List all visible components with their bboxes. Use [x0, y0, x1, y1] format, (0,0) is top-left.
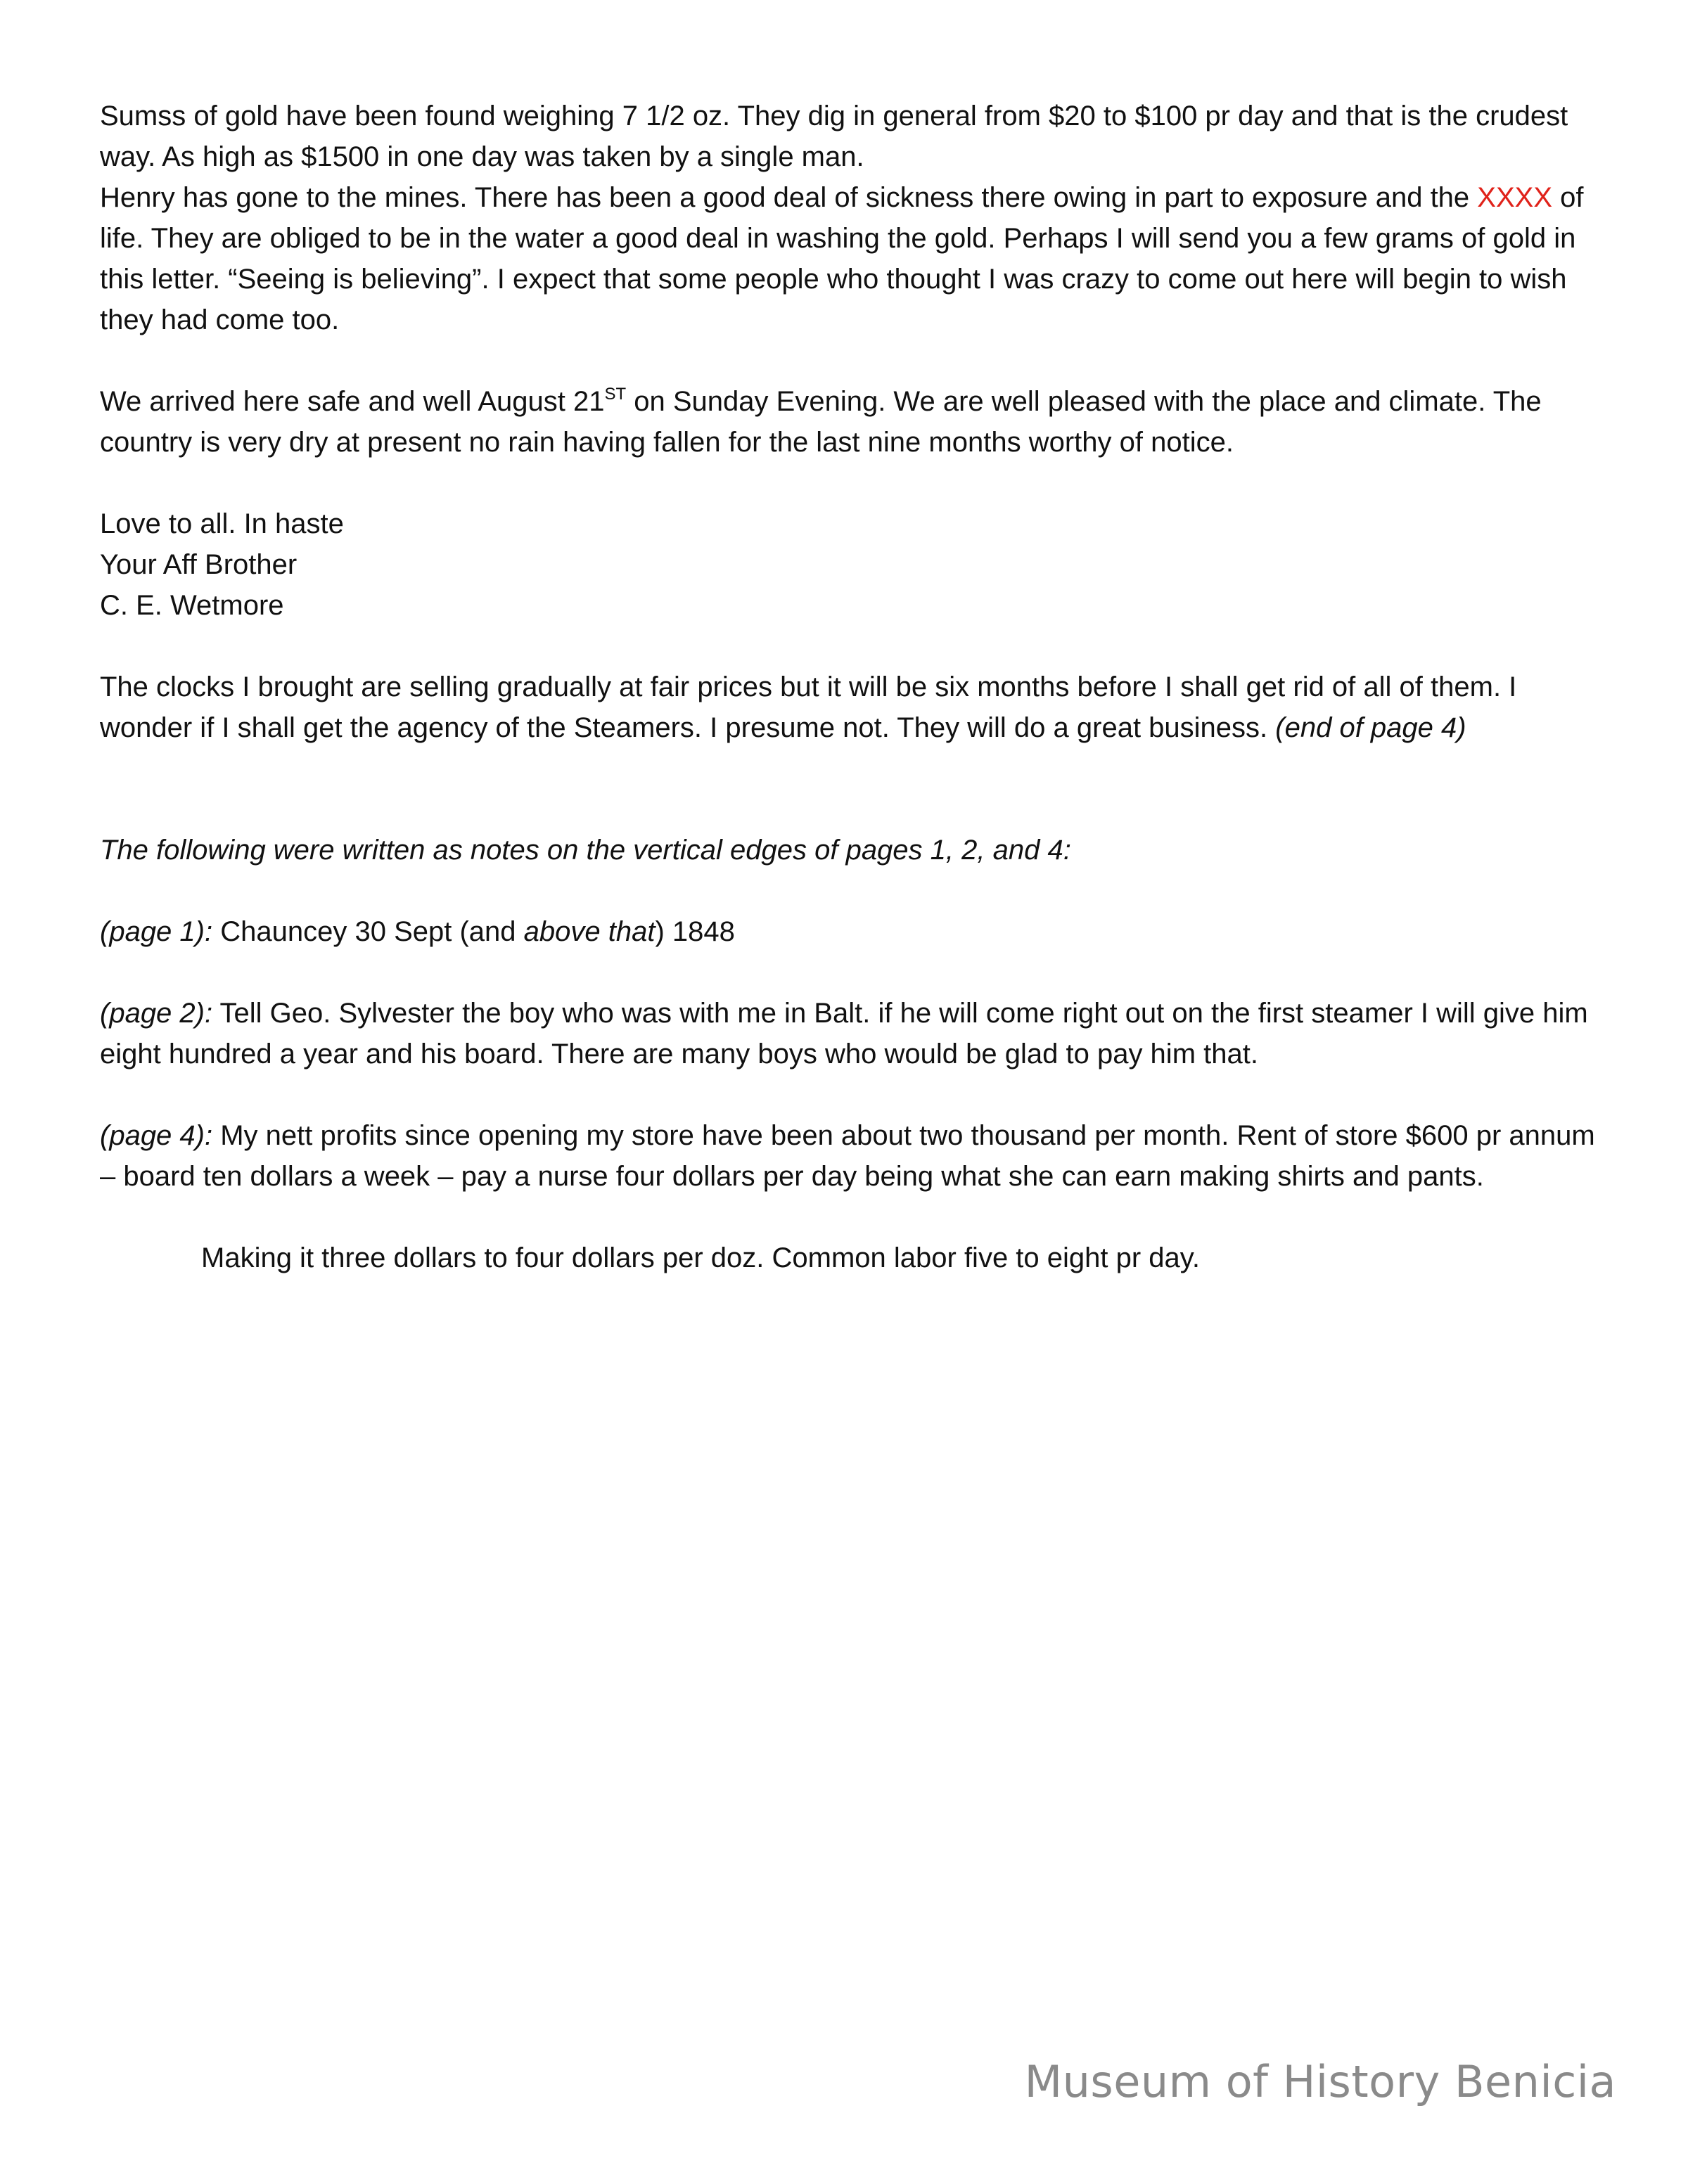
date-superscript: ST — [604, 385, 627, 404]
spacer — [100, 1197, 1612, 1238]
note-page-4-label: (page 4): — [100, 1120, 213, 1151]
note-page-1-italic: above that — [523, 916, 656, 947]
letter-paragraph-henry-mines — [100, 177, 1612, 340]
letter-paragraph-clocks — [100, 667, 1612, 748]
note-page-1 — [100, 911, 1612, 952]
note-page-4 — [100, 1115, 1612, 1197]
document-body — [100, 96, 1612, 1278]
letter-signoff: Your Aff Brother — [100, 549, 298, 580]
henry-mines-text-start: Henry has gone to the mines. There has been a good deal of sickness there owing in part to exposure and the — [100, 182, 1470, 213]
note-page-2-text: Tell Geo. Sylvester the boy who was with me in Balt. if he will come right out on the first steamer I will give him eight hundred a year and his board. There are many boys who would be glad to pay him that. — [100, 998, 1588, 1069]
note-page-4-continued: Making it three dollars to four dollars per doz. Common labor five to eight pr day. — [201, 1242, 1200, 1273]
note-page-2 — [100, 993, 1612, 1074]
arrival-text-start: We arrived here safe and well August 21 — [100, 386, 605, 417]
spacer — [100, 1074, 1612, 1115]
spacer — [100, 952, 1612, 993]
notes-intro: The following were written as notes on the vertical edges of pages 1, 2, and 4: — [100, 835, 1071, 866]
spacer — [100, 463, 1612, 503]
museum-watermark: Museum of History Benicia — [1024, 2056, 1616, 2107]
end-of-page-note: (end of page 4) — [1275, 712, 1466, 743]
clocks-text: The clocks I brought are selling gradually at fair prices but it will be six months before I shall get rid of all of them. I wonder if I shall get the agency of the Steamers. I presume not. They will do a great business. — [100, 672, 1517, 743]
letter-closing: Love to all. In haste — [100, 508, 344, 539]
spacer — [100, 626, 1612, 667]
spacer — [100, 871, 1612, 911]
note-page-1-label: (page 1): — [100, 916, 213, 947]
letter-paragraph-arrival — [100, 381, 1612, 463]
note-page-1-text-a: Chauncey 30 Sept (and — [220, 916, 516, 947]
arrival-text-end: on Sunday Evening. We are well pleased with the place and climate. The country is very dry at present no rain having fallen for the last nine months worthy of notice. — [100, 386, 1542, 458]
redacted-word: XXXX — [1477, 182, 1553, 213]
note-page-1-text-b: ) 1848 — [655, 916, 735, 947]
spacer — [100, 340, 1612, 381]
letter-signature: C. E. Wetmore — [100, 590, 284, 621]
henry-mines-text-end: of life. They are obliged to be in the water a good deal in washing the gold. Perhaps I will send you a few grams of gold in this letter. “Seeing is believing”. I expect that some people who thought I was crazy to come out here will begin to wish they had come too. — [100, 182, 1584, 335]
spacer — [100, 748, 1612, 830]
letter-paragraph-gold-sums: Sumss of gold have been found weighing 7 1/2 oz. They dig in general from $20 to $100 pr day and that is the crudest way. As high as $1500 in one day was taken by a single man. — [100, 101, 1568, 172]
note-page-4-text: My nett profits since opening my store have been about two thousand per month. Rent of store $600 pr annum – board ten dollars a week – pay a nurse four dollars per day being what she can earn making shirts and pants. — [100, 1120, 1595, 1192]
note-page-2-label: (page 2): — [100, 998, 213, 1029]
